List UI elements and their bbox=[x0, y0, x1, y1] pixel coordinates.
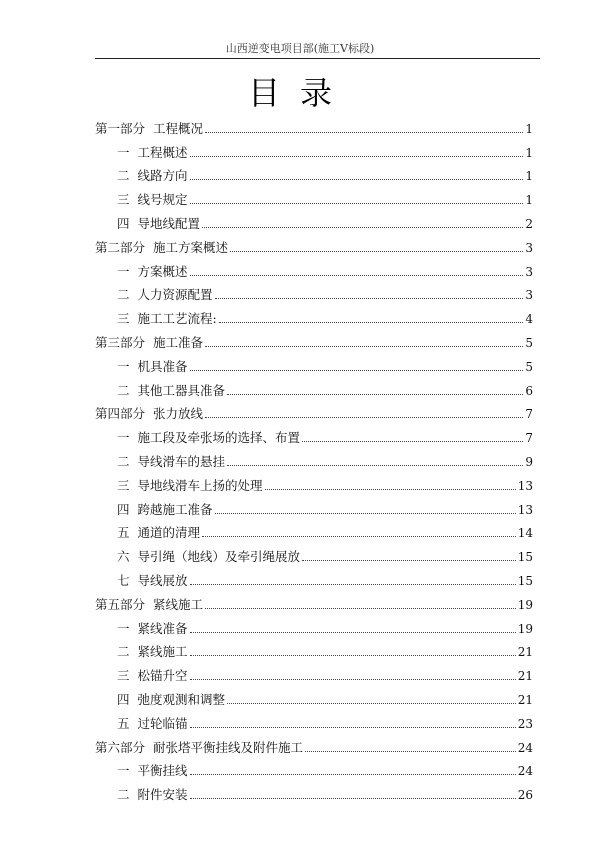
toc-page-number: 1 bbox=[525, 169, 533, 184]
toc-entry-number: 一 bbox=[117, 620, 130, 636]
toc-entry-number: 第四部分 bbox=[95, 406, 146, 422]
toc-entry-label: 过轮临锚 bbox=[137, 715, 188, 731]
toc-entry[interactable] bbox=[95, 517, 533, 541]
toc-entry-label: 导地线配置 bbox=[137, 215, 201, 231]
toc-entry-number: 三 bbox=[117, 311, 130, 327]
toc-dot-leader bbox=[190, 726, 516, 728]
toc-entry[interactable] bbox=[95, 445, 533, 469]
toc-entry-number: 第一部分 bbox=[95, 120, 146, 136]
toc-entry[interactable] bbox=[95, 612, 533, 636]
page-title: 目录 bbox=[247, 74, 352, 112]
toc-entry[interactable] bbox=[95, 398, 533, 422]
toc-entry-label: 工程概述 bbox=[137, 144, 188, 160]
toc-dot-leader bbox=[227, 702, 516, 704]
toc-entry-number: 第三部分 bbox=[95, 334, 146, 350]
toc-dot-leader bbox=[190, 202, 524, 204]
toc-entry-label: 线号规定 bbox=[137, 192, 188, 208]
toc-entry[interactable] bbox=[95, 255, 533, 279]
toc-entry-number: 四 bbox=[117, 215, 130, 231]
toc-entry-label: 耐张塔平衡挂线及附件施工 bbox=[153, 739, 304, 755]
toc-entry[interactable] bbox=[95, 183, 533, 207]
toc-dot-leader bbox=[215, 512, 516, 514]
toc-entry[interactable] bbox=[95, 659, 533, 683]
toc-entry-number: 四 bbox=[117, 691, 130, 707]
toc-entry-number: 二 bbox=[117, 168, 130, 184]
toc-entry-label: 导线滑车的悬挂 bbox=[137, 453, 226, 469]
toc-dot-leader bbox=[190, 678, 516, 680]
toc-dot-leader bbox=[205, 131, 523, 133]
toc-page-number: 15 bbox=[517, 550, 533, 565]
toc-entry[interactable] bbox=[95, 731, 533, 755]
toc-entry-number: 二 bbox=[117, 453, 130, 469]
toc-entry-number: 五 bbox=[117, 525, 130, 541]
toc-page-number: 2 bbox=[525, 216, 533, 231]
toc-entry-number: 二 bbox=[117, 382, 130, 398]
toc-entry[interactable] bbox=[95, 136, 533, 160]
toc-dot-leader bbox=[202, 535, 516, 537]
toc-page-number: 4 bbox=[525, 312, 533, 327]
toc-entry-label: 紧线施工 bbox=[153, 596, 204, 612]
toc-entry[interactable] bbox=[95, 540, 533, 564]
toc-dot-leader bbox=[190, 654, 516, 656]
toc-entry[interactable] bbox=[95, 112, 533, 136]
toc-entry[interactable] bbox=[95, 231, 533, 255]
toc-entry-label: 导线展放 bbox=[137, 572, 188, 588]
toc-entry-label: 工程概况 bbox=[153, 120, 204, 136]
toc-entry-label: 线路方向 bbox=[137, 168, 188, 184]
toc-entry-number: 四 bbox=[117, 501, 130, 517]
toc-entry-label: 其他工器具准备 bbox=[137, 382, 226, 398]
toc-entry-label: 张力放线 bbox=[153, 406, 204, 422]
toc-dot-leader bbox=[205, 345, 523, 347]
toc-entry-number: 一 bbox=[117, 763, 130, 779]
toc-entry[interactable] bbox=[95, 469, 533, 493]
toc-dot-leader bbox=[230, 250, 523, 252]
toc-page-number: 5 bbox=[525, 335, 533, 350]
toc-page-number: 23 bbox=[517, 716, 533, 731]
toc-entry[interactable] bbox=[95, 421, 533, 445]
toc-entry[interactable] bbox=[95, 778, 533, 802]
toc-page-number: 19 bbox=[517, 597, 533, 612]
toc-dot-leader bbox=[190, 155, 524, 157]
toc-entry-number: 三 bbox=[117, 668, 130, 684]
toc-dot-leader bbox=[202, 226, 523, 228]
toc-entry-number: 二 bbox=[117, 287, 130, 303]
toc-entry-label: 附件安装 bbox=[137, 787, 188, 803]
toc-entry-label: 施工准备 bbox=[153, 334, 204, 350]
toc-page-number: 1 bbox=[525, 121, 533, 136]
toc-entry[interactable] bbox=[95, 636, 533, 660]
toc-entry-number: 一 bbox=[117, 263, 130, 279]
toc-entry-label: 人力资源配置 bbox=[137, 287, 213, 303]
toc-entry-number: 一 bbox=[117, 144, 130, 160]
toc-page-number: 6 bbox=[525, 383, 533, 398]
toc-entry-label: 施工工艺流程: bbox=[137, 311, 217, 327]
toc-entry[interactable] bbox=[95, 755, 533, 779]
toc-page-number: 7 bbox=[525, 407, 533, 422]
toc-dot-leader bbox=[219, 321, 524, 323]
toc-entry-number: 三 bbox=[117, 192, 130, 208]
toc-entry-label: 弛度观测和调整 bbox=[137, 691, 226, 707]
toc-entry-label: 跨越施工准备 bbox=[137, 501, 213, 517]
toc-page-number: 21 bbox=[517, 669, 533, 684]
header-divider bbox=[95, 58, 540, 59]
toc-page-number: 24 bbox=[517, 764, 533, 779]
toc-entry-label: 机具准备 bbox=[137, 358, 188, 374]
toc-page-number: 14 bbox=[517, 526, 533, 541]
toc-entry[interactable] bbox=[95, 302, 533, 326]
toc-page-number: 21 bbox=[517, 692, 533, 707]
toc-dot-leader bbox=[190, 178, 524, 180]
toc-entry[interactable] bbox=[95, 564, 533, 588]
toc-dot-leader bbox=[227, 464, 523, 466]
running-header: 山西逆变电项目部(施工Ⅴ标段) bbox=[225, 42, 375, 55]
toc-entry-number: 第二部分 bbox=[95, 239, 146, 255]
toc-page-number: 3 bbox=[525, 264, 533, 279]
toc-entry[interactable] bbox=[95, 326, 533, 350]
toc-entry-label: 紧线施工 bbox=[137, 644, 188, 660]
toc-page-number: 24 bbox=[517, 740, 533, 755]
toc-dot-leader bbox=[190, 583, 516, 585]
toc-entry[interactable] bbox=[95, 374, 533, 398]
toc-entry-number: 六 bbox=[117, 549, 130, 565]
toc-entry-label: 方案概述 bbox=[137, 263, 188, 279]
toc-dot-leader bbox=[265, 488, 516, 490]
toc-page-number: 3 bbox=[525, 240, 533, 255]
toc-dot-leader bbox=[190, 631, 516, 633]
toc-entry-number: 三 bbox=[117, 477, 130, 493]
toc-dot-leader bbox=[205, 416, 523, 418]
toc-dot-leader bbox=[190, 369, 524, 371]
toc-page-number: 26 bbox=[517, 788, 533, 803]
toc-entry-number: 五 bbox=[117, 715, 130, 731]
toc-dot-leader bbox=[227, 393, 523, 395]
toc-entry[interactable] bbox=[95, 279, 533, 303]
toc-page-number: 3 bbox=[525, 288, 533, 303]
toc-entry-label: 松锚升空 bbox=[137, 668, 188, 684]
toc-entry-label: 紧线准备 bbox=[137, 620, 188, 636]
toc-dot-leader bbox=[190, 274, 524, 276]
table-of-contents bbox=[95, 112, 533, 802]
toc-entry-number: 第六部分 bbox=[95, 739, 146, 755]
toc-entry[interactable] bbox=[95, 160, 533, 184]
toc-dot-leader bbox=[190, 797, 516, 799]
toc-entry-number: 一 bbox=[117, 430, 130, 446]
toc-entry-number: 二 bbox=[117, 787, 130, 803]
toc-dot-leader bbox=[302, 440, 523, 442]
toc-page-number: 7 bbox=[525, 431, 533, 446]
toc-page-number: 13 bbox=[517, 502, 533, 517]
toc-page-number: 13 bbox=[517, 478, 533, 493]
toc-entry-number: 一 bbox=[117, 358, 130, 374]
toc-dot-leader bbox=[190, 773, 516, 775]
toc-dot-leader bbox=[305, 750, 516, 752]
toc-entry[interactable] bbox=[95, 350, 533, 374]
toc-entry[interactable] bbox=[95, 493, 533, 517]
toc-page-number: 15 bbox=[517, 573, 533, 588]
toc-page-number: 1 bbox=[525, 145, 533, 160]
toc-entry-label: 施工段及牵张场的选择、布置 bbox=[137, 430, 301, 446]
toc-dot-leader bbox=[205, 607, 516, 609]
toc-entry-label: 导引绳（地线）及牵引绳展放 bbox=[137, 549, 301, 565]
toc-entry[interactable] bbox=[95, 588, 533, 612]
toc-entry-label: 导地线滑车上扬的处理 bbox=[137, 477, 263, 493]
toc-entry[interactable] bbox=[95, 707, 533, 731]
toc-entry[interactable] bbox=[95, 207, 533, 231]
toc-entry-label: 通道的清理 bbox=[137, 525, 201, 541]
toc-page-number: 1 bbox=[525, 193, 533, 208]
toc-dot-leader bbox=[302, 559, 516, 561]
toc-entry-number: 七 bbox=[117, 572, 130, 588]
toc-dot-leader bbox=[215, 297, 524, 299]
toc-entry[interactable] bbox=[95, 683, 533, 707]
toc-page-number: 19 bbox=[517, 621, 533, 636]
toc-entry-label: 施工方案概述 bbox=[153, 239, 229, 255]
toc-entry-number: 二 bbox=[117, 644, 130, 660]
toc-entry-label: 平衡挂线 bbox=[137, 763, 188, 779]
toc-page-number: 5 bbox=[525, 359, 533, 374]
toc-page-number: 21 bbox=[517, 645, 533, 660]
toc-page-number: 9 bbox=[525, 454, 533, 469]
toc-entry-number: 第五部分 bbox=[95, 596, 146, 612]
